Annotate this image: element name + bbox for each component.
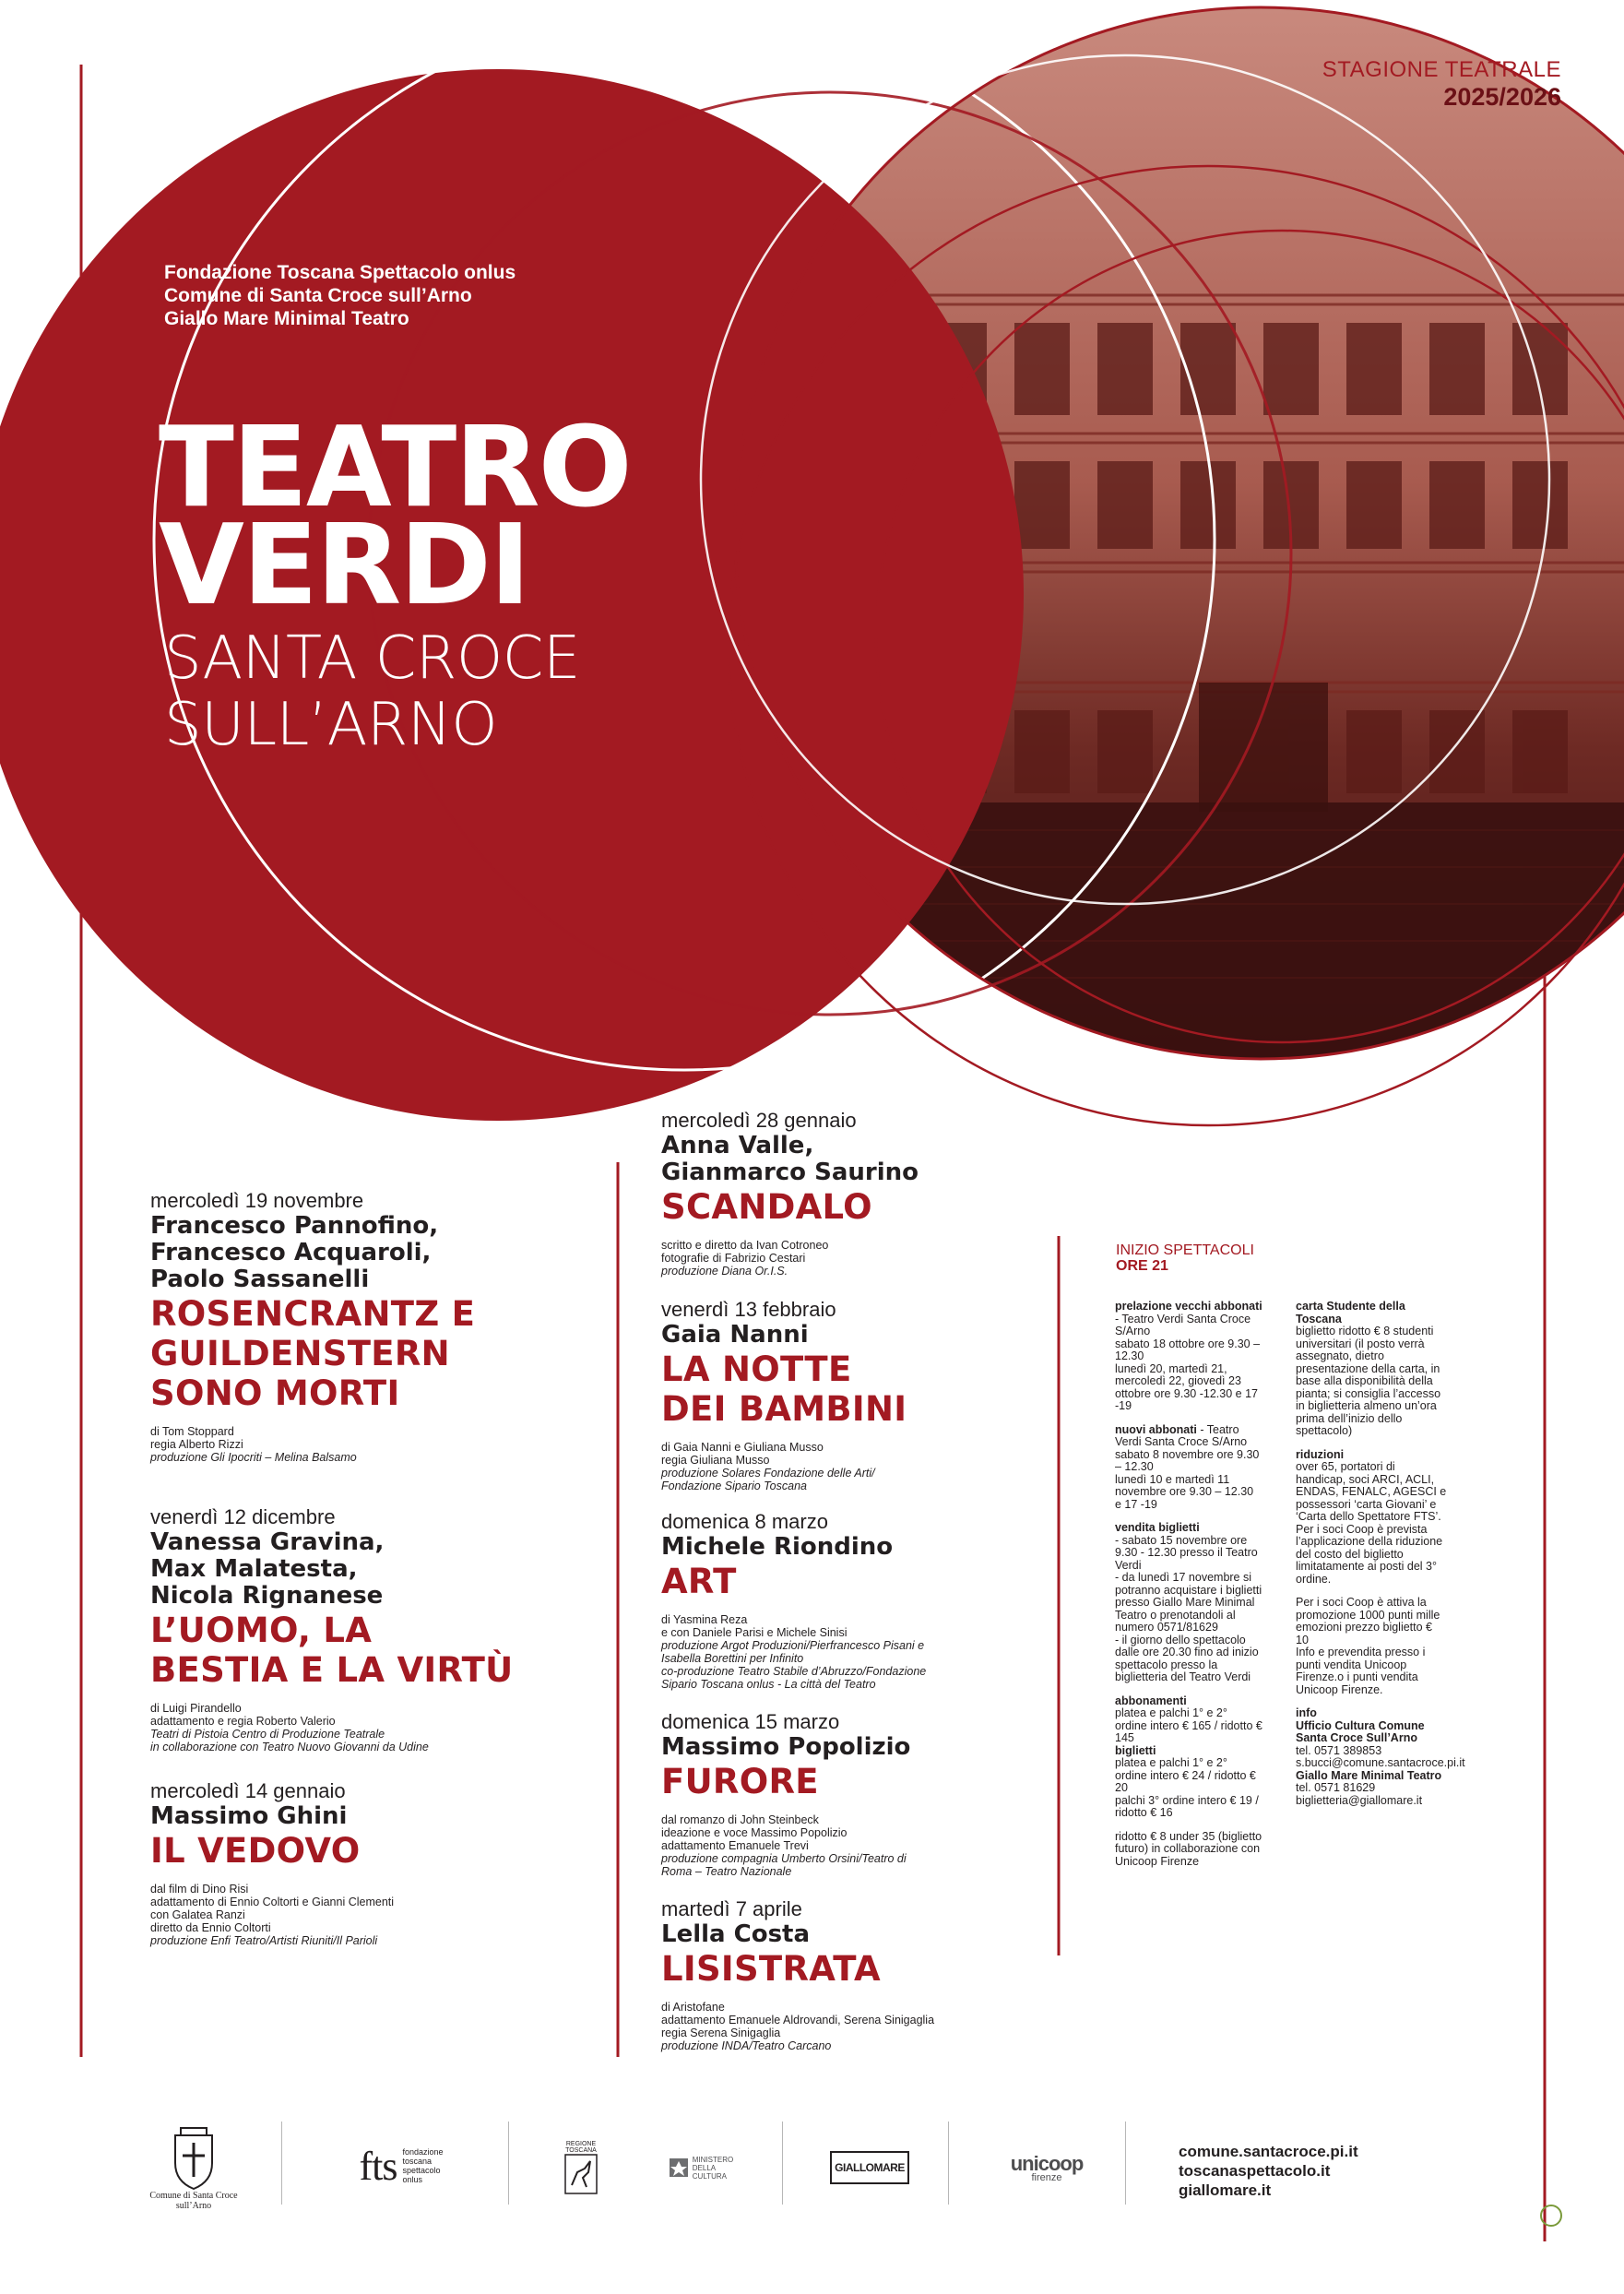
event-2	[150, 1505, 685, 1753]
event-cast: Massimo Ghini	[150, 1802, 348, 1830]
info-line: - il giorno dello spettacolo dalle ore 20.30 fino ad inizio spettacolo presso la biglietteria del Teatro Verdi	[1115, 1633, 1259, 1683]
website-link[interactable]: giallomare.it	[1179, 2181, 1272, 2199]
cast-line: Francesco Acquaroli,	[150, 1239, 432, 1266]
info-line: ridotto € 8 under 35 (biglietto futuro) in collaborazione con Unicoop Firenze	[1115, 1829, 1262, 1868]
cast-line: Anna Valle,	[661, 1132, 814, 1159]
info-line: Info e prevendita presso i punti vendita Unicoop Firenze.o i punti vendita Unicoop Firenze.	[1296, 1646, 1426, 1696]
credit-line: regia Giuliana Musso	[661, 1454, 770, 1467]
credit-line: adattamento Emanuele Trevi	[661, 1839, 809, 1852]
contact-org: Giallo Mare Minimal Teatro	[1296, 1768, 1442, 1782]
ministero-logo	[646, 2149, 756, 2186]
production-line: produzione Diana Or.I.S.	[661, 1265, 788, 1278]
info-block	[1115, 1522, 1262, 1684]
production-line: Teatri di Pistoia Centro di Produzione Teatrale	[150, 1728, 385, 1741]
info-line: - da lunedì 17 novembre si potranno acquistare i biglietti presso Giallo Mare Minimal Teatro o prenotandoli al numero 0571/81629	[1115, 1571, 1262, 1634]
title-line: ROSENCRANTZ E	[150, 1294, 476, 1334]
regione-name: REGIONE TOSCANA	[565, 2141, 597, 2154]
credit-line: e con Daniele Parisi e Michele Sinisi	[661, 1626, 848, 1639]
credit-line: ideazione e voce Massimo Popolizio	[661, 1826, 848, 1839]
giallomare-name: GIALLOMARE	[835, 2161, 905, 2174]
credit-line: di Luigi Pirandello	[150, 1702, 242, 1715]
title-line: DEI BAMBINI	[661, 1389, 907, 1429]
event-date: domenica 15 marzo	[661, 1710, 840, 1733]
info-heading: nuovi abbonati	[1115, 1422, 1197, 1436]
unicoop-sub: firenze	[1031, 2172, 1062, 2183]
production-line: Roma – Teatro Nazionale	[661, 1865, 792, 1878]
info-line: sabato 18 ottobre ore 9.30 – 12.30	[1115, 1337, 1261, 1362]
cast-line: Francesco Pannofino,	[150, 1212, 439, 1240]
info-heading: riduzioni	[1296, 1447, 1345, 1461]
event-title: LISISTRATA	[661, 1949, 881, 1989]
subtitle	[164, 625, 580, 758]
contact-email[interactable]: s.bucci@comune.santacroce.pi.it	[1296, 1756, 1465, 1769]
logo-divider	[782, 2122, 783, 2205]
presenter: Giallo Mare Minimal Teatro	[164, 308, 409, 329]
event-date: mercoledì 19 novembre	[150, 1189, 364, 1212]
production-line: in collaborazione con Teatro Nuovo Giovanni da Udine	[150, 1741, 429, 1753]
event-date: venerdì 13 febbraio	[661, 1298, 836, 1321]
event-title	[150, 1295, 685, 1412]
website-list	[1179, 2142, 1358, 2200]
info-line: platea e palchi 1° e 2° ordine intero € 165 / ridotto € 145	[1115, 1706, 1262, 1744]
event-date: martedì 7 aprile	[661, 1897, 802, 1920]
title-line: LA NOTTE	[661, 1349, 852, 1389]
event-credits	[150, 1702, 685, 1753]
production-line: co-produzione Teatro Stabile d’Abruzzo/Fondazione	[661, 1665, 927, 1678]
title-line: L’UOMO, LA	[150, 1611, 373, 1650]
season-header	[1322, 57, 1561, 112]
subtitle-line: SANTA CROCE	[164, 624, 580, 693]
info-right-column	[1296, 1300, 1465, 1807]
credit-line: di Yasmina Reza	[661, 1613, 748, 1626]
logo-divider	[1125, 2122, 1126, 2205]
season-years: 2025/2026	[1443, 83, 1561, 111]
logo-divider	[948, 2122, 949, 2205]
event-cast: Michele Riondino	[661, 1533, 894, 1561]
website-link[interactable]: toscanaspettacolo.it	[1179, 2162, 1331, 2180]
info-line: - Teatro Verdi Santa Croce S/Arno	[1115, 1422, 1248, 1448]
cast-line: Vanessa Gravina,	[150, 1528, 385, 1556]
cast-line: Paolo Sassanelli	[150, 1266, 370, 1293]
production-line: produzione Gli Ipocriti – Melina Balsamo	[150, 1451, 357, 1464]
ministero-line: CULTURA	[692, 2171, 727, 2181]
presenter: Fondazione Toscana Spettacolo onlus	[164, 262, 516, 283]
credit-line: dal film di Dino Risi	[150, 1883, 249, 1896]
event-cast: Lella Costa	[661, 1920, 811, 1948]
comune-name: Comune di Santa Croce sull’Arno	[149, 2191, 238, 2211]
credit-line: di Gaia Nanni e Giuliana Musso	[661, 1441, 824, 1454]
event-cast	[661, 1133, 1196, 1186]
fts-text-line: spettacolo	[402, 2166, 441, 2175]
event-8	[661, 1897, 1196, 2052]
info-line: Per i soci Coop è prevista l’applicazione della riduzione del costo del biglietto limitatamente ai posti del 3° ordine.	[1296, 1522, 1443, 1586]
subtitle-line: SULL’ARNO	[164, 691, 498, 759]
ministero-text	[693, 2156, 733, 2181]
start-time: ORE 21	[1116, 1258, 1168, 1274]
ministero-line: DELLA	[692, 2163, 717, 2172]
production-line: produzione Enfi Teatro/Artisti Riuniti/Il Parioli	[150, 1934, 378, 1947]
event-credits	[661, 2001, 1196, 2052]
event-title: ART	[661, 1562, 737, 1601]
fts-text-line: onlus	[402, 2175, 422, 2184]
info-line: sabato 8 novembre ore 9.30 – 12.30	[1115, 1447, 1260, 1473]
event-credits	[150, 1883, 685, 1947]
info-line: Per i soci Coop è attiva la promozione 1000 punti mille emozioni prezzo biglietto € 10	[1296, 1596, 1440, 1646]
unicoop-logo	[1001, 2147, 1093, 2188]
fts-text-line: toscana	[402, 2157, 432, 2166]
giallomare-logo	[830, 2151, 909, 2184]
event-date: mercoledì 14 gennaio	[150, 1779, 346, 1802]
fts-mark: fts	[359, 2143, 397, 2189]
event-title: SCANDALO	[661, 1187, 872, 1227]
production-line: produzione compagnia Umberto Orsini/Teatro di	[661, 1852, 907, 1865]
info-line: lunedì 20, martedì 21, mercoledì 22, giovedì 23 ottobre ore 9.30 -12.30 e 17 -19	[1115, 1361, 1258, 1412]
credit-line: diretto da Ennio Coltorti	[150, 1921, 271, 1934]
info-line: biglietto ridotto € 8 studenti universitari (il posto verrà assegnato, dietro presentazione della carta, in base alla disponibilità della pianta; si consiglia l’accesso in biglietteria almeno un’ora prima dell’inizio dello spettacolo)	[1296, 1325, 1441, 1437]
contact-org: Ufficio Cultura Comune Santa Croce Sull’Arno	[1296, 1718, 1425, 1744]
credit-line: adattamento di Ennio Coltorti e Gianni Clementi	[150, 1896, 395, 1908]
presenters	[164, 261, 516, 330]
presenter: Comune di Santa Croce sull’Arno	[164, 285, 472, 306]
info-line: platea e palchi 1° e 2° ordine intero € 24 / ridotto € 20	[1115, 1756, 1256, 1794]
info-line: - Teatro Verdi Santa Croce S/Arno	[1115, 1312, 1251, 1337]
info-block	[1115, 1745, 1262, 1869]
info-line: over 65, portatori di handicap, soci ARCI, ACLI, ENDAS, FENALC, AGESCI e possessori ‘carta Giovani’ e ‘Carta dello Spettatore FTS’.	[1296, 1460, 1447, 1523]
credit-line: regia Serena Sinigaglia	[661, 2027, 781, 2039]
production-line: Fondazione Sipario Toscana	[661, 1480, 807, 1492]
event-date: venerdì 12 dicembre	[150, 1505, 336, 1528]
contact-phone: tel. 0571 389853	[1296, 1743, 1382, 1757]
event-title	[150, 1611, 685, 1689]
info-block	[1115, 1695, 1262, 1745]
event-credits	[150, 1425, 685, 1464]
credit-line: adattamento Emanuele Aldrovandi, Serena Sinigaglia	[661, 2014, 935, 2027]
cast-line: Gianmarco Saurino	[661, 1159, 919, 1186]
info-line: - sabato 15 novembre ore 9.30 - 12.30 presso il Teatro Verdi	[1115, 1533, 1258, 1572]
production-line: Sipario Toscana onlus - La città del Teatro	[661, 1678, 876, 1691]
start-label: INIZIO SPETTACOLI	[1116, 1242, 1254, 1258]
ministero-emblem-icon	[669, 2157, 689, 2178]
title-line: BESTIA E LA VIRTÙ	[150, 1650, 514, 1690]
info-heading: biglietti	[1115, 1743, 1156, 1757]
event-date: domenica 8 marzo	[661, 1510, 828, 1533]
contact-email[interactable]: biglietteria@giallomare.it	[1296, 1793, 1423, 1807]
info-heading: carta Studente della Toscana	[1296, 1300, 1405, 1325]
ministero-line: MINISTERO	[692, 2155, 734, 2164]
info-left-column	[1115, 1301, 1262, 1879]
event-3	[150, 1779, 685, 1947]
credit-line: adattamento e regia Roberto Valerio	[150, 1715, 336, 1728]
logo-divider	[508, 2122, 509, 2205]
cast-line: Nicola Rignanese	[150, 1582, 384, 1610]
event-cast	[150, 1529, 685, 1610]
info-heading: vendita biglietti	[1115, 1521, 1200, 1534]
coat-of-arms-icon	[168, 2126, 219, 2191]
event-cast: Gaia Nanni	[661, 1321, 809, 1349]
info-block	[1296, 1449, 1448, 1697]
event-1	[150, 1189, 685, 1464]
credit-line: di Tom Stoppard	[150, 1425, 234, 1438]
regione-logo	[553, 2131, 609, 2205]
info-heading: abbonamenti	[1115, 1694, 1187, 1707]
credit-line: con Galatea Ranzi	[150, 1908, 245, 1921]
fts-text-line: fondazione	[402, 2147, 444, 2157]
info-block	[1115, 1301, 1262, 1413]
info-heading: prelazione vecchi abbonati	[1115, 1300, 1262, 1313]
show-start	[1116, 1242, 1254, 1274]
info-heading: info	[1296, 1706, 1317, 1719]
title-line: VERDI	[159, 502, 529, 630]
event-title: FURORE	[661, 1762, 819, 1801]
info-line: lunedì 10 e martedì 11 novembre ore 9.30 – 12.30 e 17 -19	[1115, 1472, 1254, 1511]
logo-divider	[281, 2122, 282, 2205]
contact-phone: tel. 0571 81629	[1296, 1781, 1376, 1794]
cast-line: Max Malatesta,	[150, 1555, 358, 1583]
fts-logo	[332, 2138, 470, 2193]
unicoop-name: unicoop	[1010, 2152, 1084, 2175]
season-label: STAGIONE TEATRALE	[1322, 57, 1561, 82]
credit-line: scritto e diretto da Ivan Cotroneo	[661, 1239, 829, 1252]
comune-logo	[148, 2118, 240, 2219]
website-link[interactable]: comune.santacroce.pi.it	[1179, 2143, 1358, 2160]
info-block	[1296, 1706, 1465, 1807]
credit-line: di Aristofane	[661, 2001, 725, 2014]
production-line: Isabella Borettini per Infinito	[661, 1652, 804, 1665]
title-line: SONO MORTI	[150, 1373, 400, 1413]
info-block	[1115, 1424, 1262, 1512]
credit-line: dal romanzo di John Steinbeck	[661, 1813, 819, 1826]
main-title	[159, 404, 631, 630]
production-line: produzione Solares Fondazione delle Arti/	[661, 1467, 875, 1480]
event-title: IL VEDOVO	[150, 1831, 361, 1871]
event-cast	[150, 1213, 685, 1293]
info-block	[1296, 1301, 1448, 1438]
event-date: mercoledì 28 gennaio	[661, 1109, 857, 1132]
info-line: palchi 3° ordine intero € 19 / ridotto € 16	[1115, 1793, 1259, 1819]
production-line: produzione Argot Produzioni/Pierfrancesco Pisani e	[661, 1639, 925, 1652]
event-cast: Massimo Popolizio	[661, 1733, 911, 1761]
credit-line: regia Alberto Rizzi	[150, 1438, 243, 1451]
pegasus-icon	[564, 2154, 598, 2194]
production-line: produzione INDA/Teatro Carcano	[661, 2039, 832, 2052]
fts-text	[402, 2147, 443, 2184]
title-line: TEATRO	[159, 404, 631, 532]
title-line: GUILDENSTERN	[150, 1334, 450, 1373]
credit-line: fotografie di Fabrizio Cestari	[661, 1252, 806, 1265]
